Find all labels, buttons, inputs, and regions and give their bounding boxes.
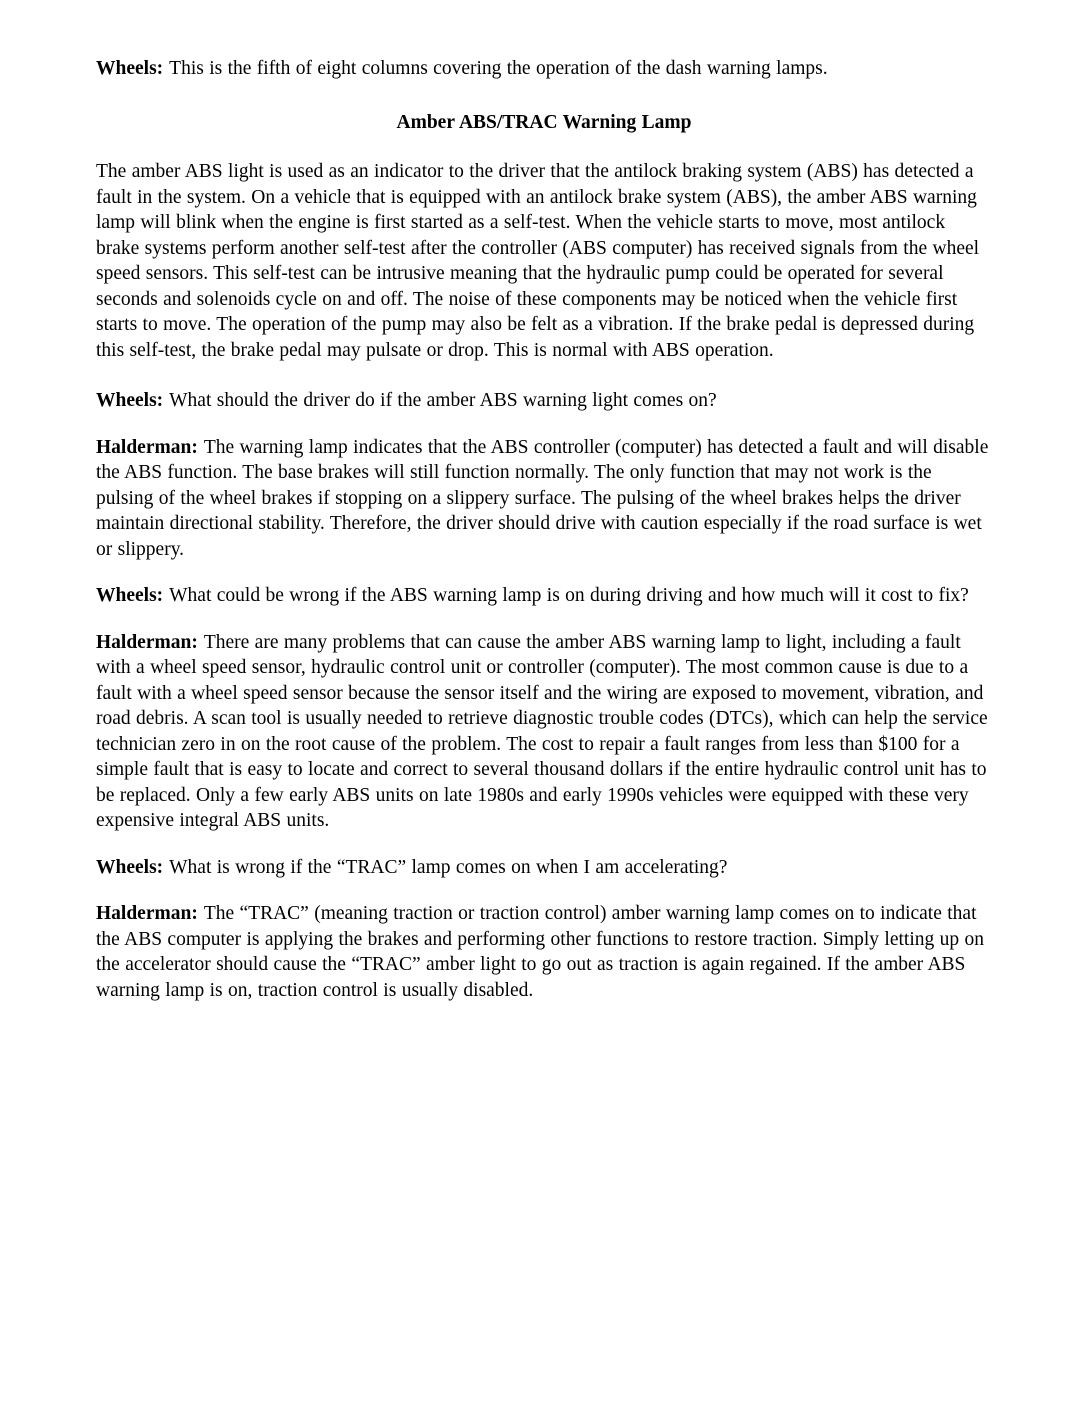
paragraph-3 xyxy=(96,583,992,609)
intro-line xyxy=(96,56,992,82)
paragraph-2 xyxy=(96,435,992,563)
speaker-label: Halderman: xyxy=(96,903,198,924)
paragraph-text: What could be wrong if the ABS warning lamp is on during driving and how much will it cost to fix? xyxy=(169,585,969,606)
speaker-label: Wheels: xyxy=(96,856,164,878)
speaker-label: Wheels: xyxy=(96,585,164,606)
paragraph-text: The amber ABS light is used as an indicator to the driver that the antilock braking system (ABS) has detected a fault in the system. On a vehicle that is equipped with an antilock brake system (ABS), the amber ABS warning lamp will blink when the engine is first started as a self-test. When the vehicle starts to move, most antilock brake systems perform another self-test after the controller (ABS computer) has received signals from the wheel speed sensors. This self-test can be intrusive meaning that the hydraulic pump could be operated for several seconds and solenoids cycle on and off. The noise of these components may be noticed when the vehicle first starts to move. The operation of the pump may also be felt as a vibration. If the brake pedal is depressed during this self-test, the brake pedal may pulsate or drop. This is normal with ABS operation. xyxy=(96,161,980,361)
speaker-label: Halderman: xyxy=(96,631,198,653)
speaker-label: Wheels: xyxy=(96,390,164,411)
paragraph-text: What is wrong if the “TRAC” lamp comes on when I am accelerating? xyxy=(169,856,728,878)
document-body xyxy=(96,56,992,1003)
paragraph-text: The warning lamp indicates that the ABS controller (computer) has detected a fault and will disable the ABS function. The base brakes will still function normally. The only function that may not work is the pulsing of the wheel brakes if stopping on a slippery surface. The pulsing of the wheel brakes helps the driver maintain directional stability. Therefore, the driver should drive with caution especially if the road surface is wet or slippery. xyxy=(96,436,989,560)
paragraph-text: What should the driver do if the amber ABS warning light comes on? xyxy=(169,390,717,411)
paragraph-text: This is the fifth of eight columns covering the operation of the dash warning lamps. xyxy=(169,58,828,79)
speaker-label: Halderman: xyxy=(96,436,198,458)
paragraph-5 xyxy=(96,855,992,881)
paragraph-text: The “TRAC” (meaning traction or traction control) amber warning lamp comes on to indicate that the ABS computer is applying the brakes and performing other functions to restore traction. Simply letting up on the accelerator should cause the “TRAC” amber light to go out as traction is again regained. If the amber ABS warning lamp is on, traction control is usually disabled. xyxy=(96,903,984,1001)
paragraph-1 xyxy=(96,388,992,414)
speaker-label: Wheels: xyxy=(96,58,164,79)
paragraph-text: There are many problems that can cause the amber ABS warning lamp to light, including a fault with a wheel speed sensor, hydraulic control unit or controller (computer). The most common cause is due to a fault with a wheel speed sensor because the sensor itself and the wiring are exposed to movement, vibration, and road debris. A scan tool is usually needed to retrieve diagnostic trouble codes (DTCs), which can help the service technician zero in on the root cause of the problem. The cost to repair a fault ranges from less than $100 for a simple fault that is easy to locate and correct to several thousand dollars if the entire hydraulic control unit has to be replaced. Only a few early ABS units on late 1980s and early 1990s vehicles were equipped with these very expensive integral ABS units. xyxy=(96,631,988,831)
paragraph-6 xyxy=(96,901,992,1003)
paragraph-0 xyxy=(96,159,992,363)
document-title: Amber ABS/TRAC Warning Lamp xyxy=(396,111,692,133)
paragraph-4 xyxy=(96,630,992,834)
